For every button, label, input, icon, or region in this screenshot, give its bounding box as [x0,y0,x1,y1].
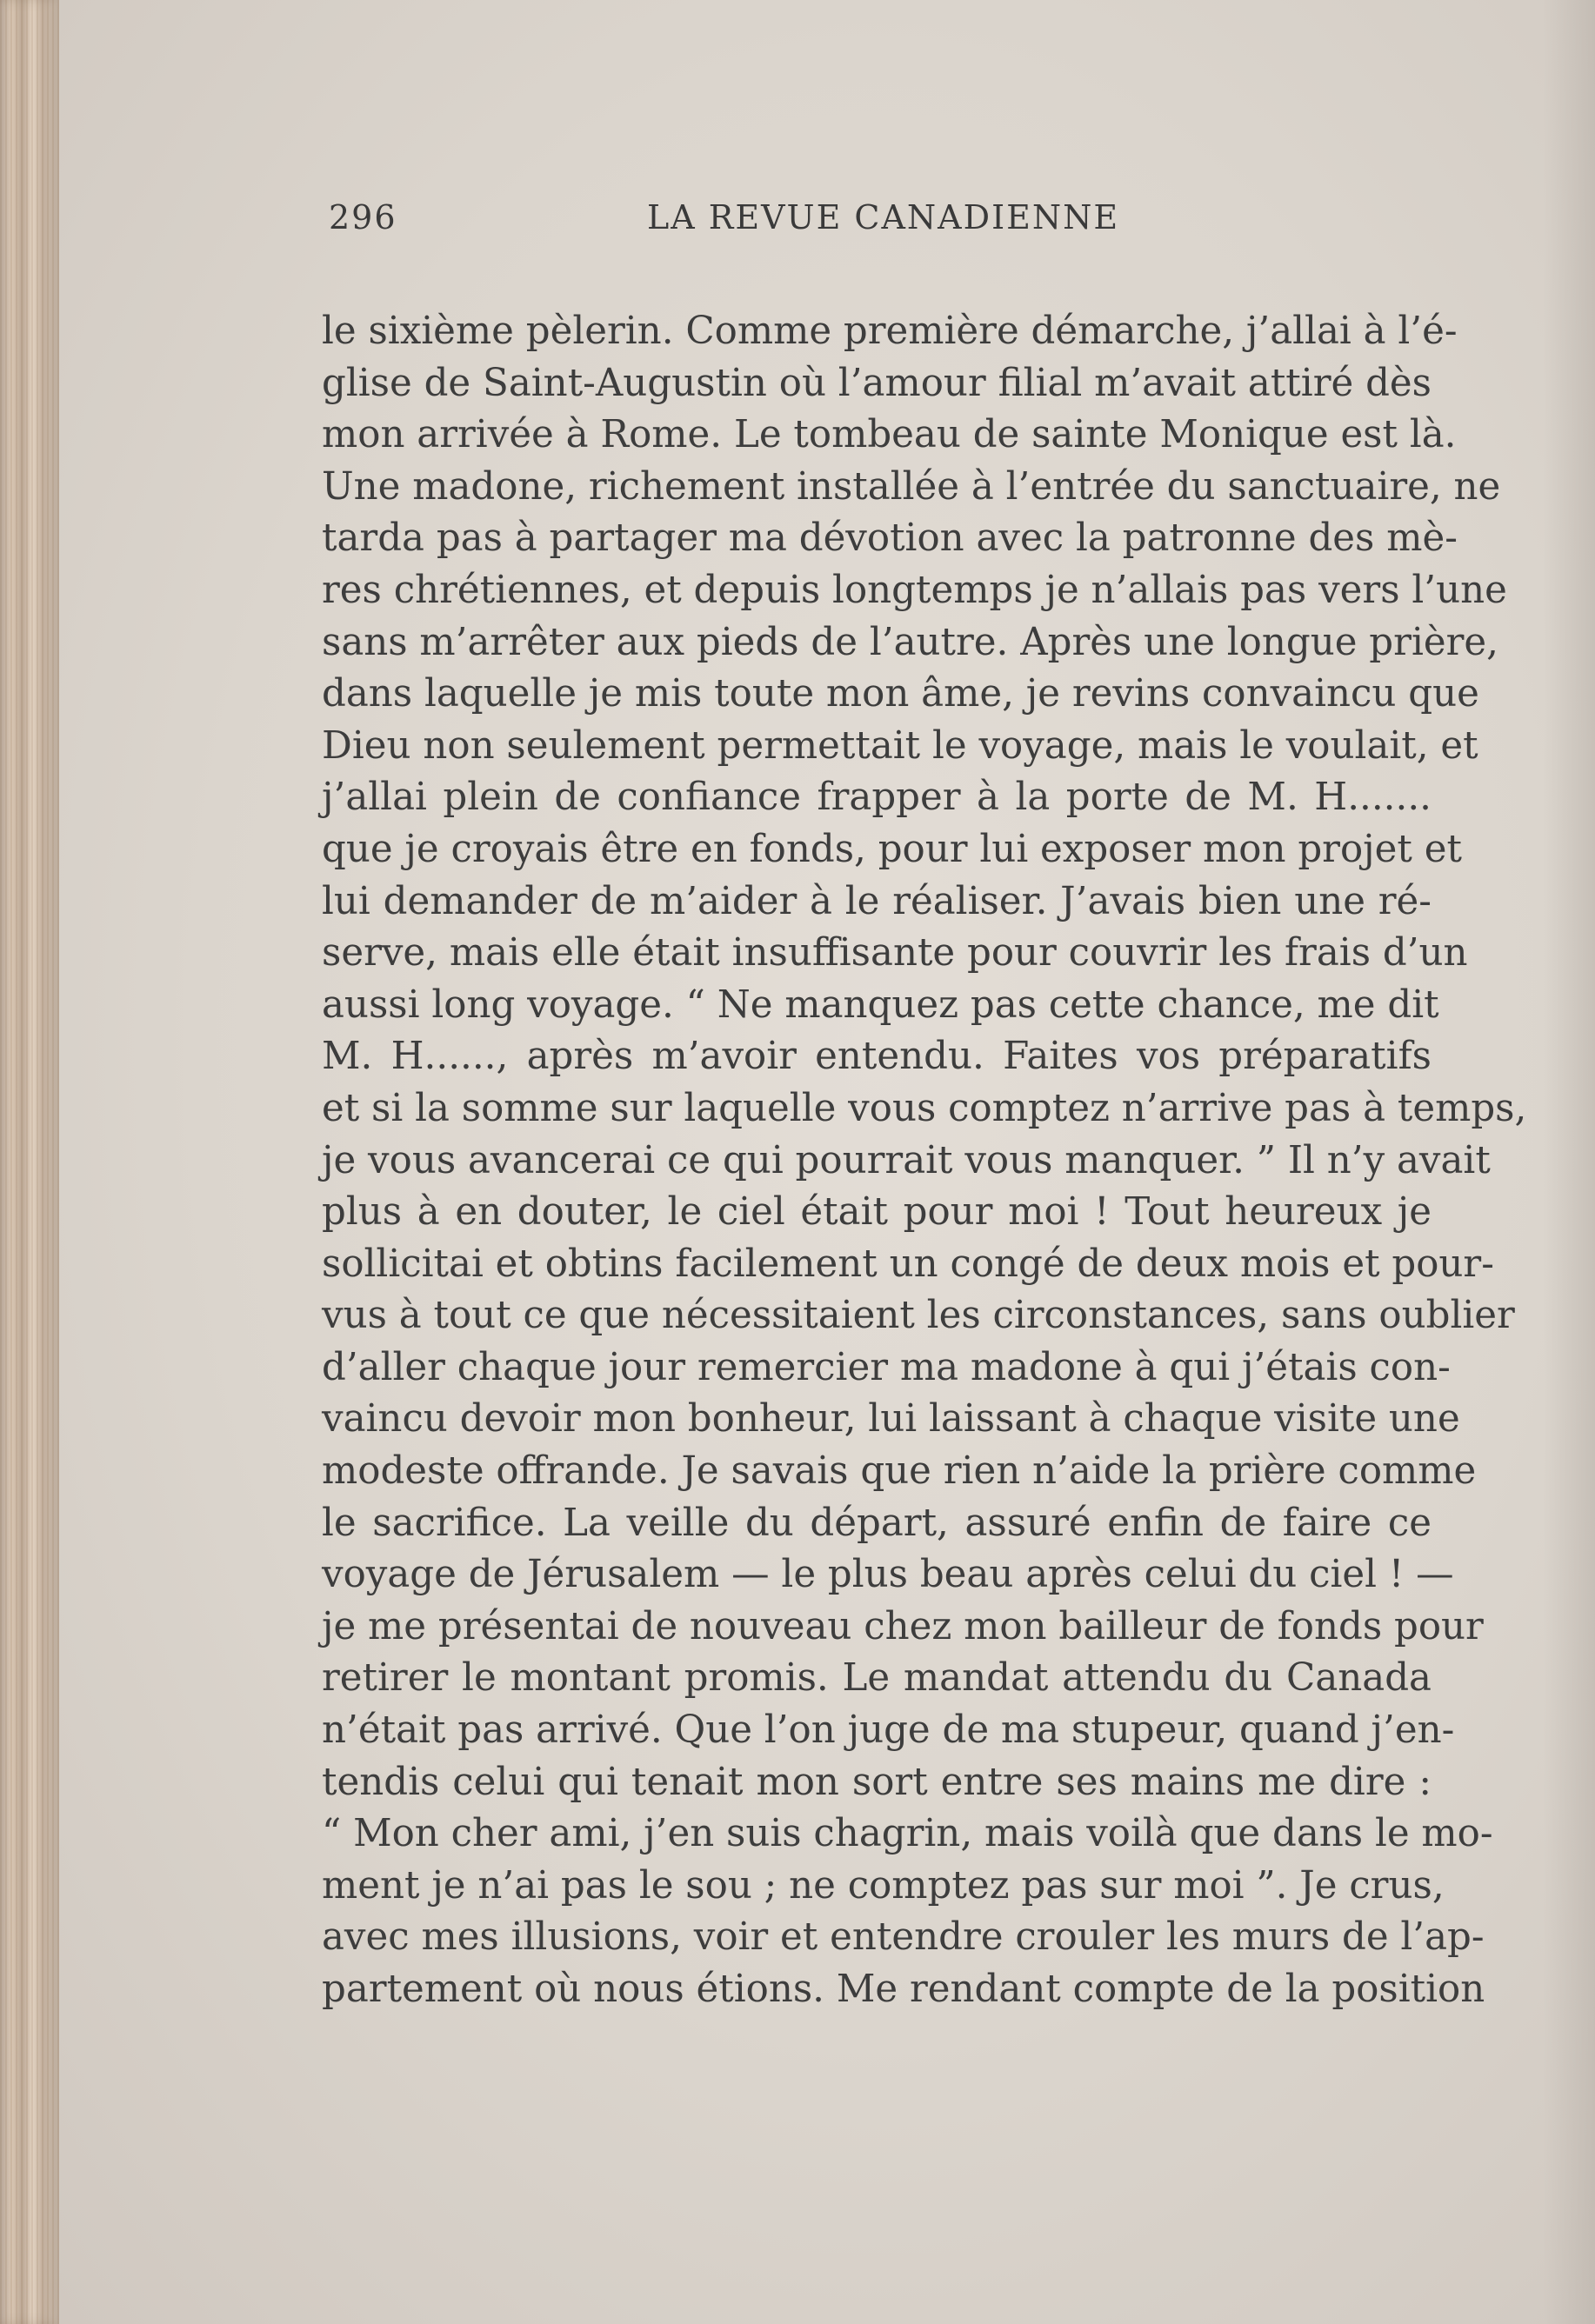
text-line: j’allai plein de confiance frapper à la porte de M. H....... [322,776,1431,820]
text-line: avec mes illusions, voir et entendre crouler les murs de l’ap- [322,1915,1485,1960]
text-line: sollicitai et obtins facilement un congé de deux mois et pour- [322,1242,1494,1286]
text-line: glise de Saint-Augustin où l’amour filial m’avait attiré dès [322,361,1431,405]
running-title: LA REVUE CANADIENNE [647,198,1120,236]
page-number: 296 [329,198,397,236]
text-line: dans laquelle je mis toute mon âme, je revins convaincu que [322,672,1479,716]
text-line: sans m’arrêter aux pieds de l’autre. Après une longue prière, [322,620,1498,664]
text-line: aussi long voyage. “ Ne manquez pas cette chance, me dit [322,982,1439,1027]
text-line: tendis celui qui tenait mon sort entre ses mains me dire : [322,1760,1431,1804]
text-line: modeste offrande. Je savais que rien n’aide la prière comme [322,1449,1477,1494]
text-line: je vous avancerai ce qui pourrait vous manquer. ” Il n’y avait [322,1138,1491,1182]
text-line: d’aller chaque jour remercier ma madone à qui j’étais con- [322,1345,1451,1389]
text-line: vus à tout ce que nécessitaient les circonstances, sans oublier [322,1294,1515,1338]
text-line: Une madone, richement installée à l’entrée du sanctuaire, ne [322,464,1501,509]
text-line: tarda pas à partager ma dévotion avec la patronne des mè- [322,516,1458,561]
text-line: lui demander de m’aider à le réaliser. J’avais bien une ré- [322,879,1431,923]
text-line: Dieu non seulement permettait le voyage, mais le voulait, et [322,723,1478,768]
text-line: plus à en douter, le ciel était pour moi ! Tout heureux je [322,1190,1431,1235]
text-line: mon arrivée à Rome. Le tombeau de sainte Monique est là. [322,413,1457,457]
text-line: M. H......, après m’avoir entendu. Faites vos préparatifs [322,1035,1431,1079]
text-line: voyage de Jérusalem — le plus beau après celui du ciel ! — [322,1553,1454,1597]
book-spine-edge [0,0,59,2324]
text-line: “ Mon cher ami, j’en suis chagrin, mais voilà que dans le mo- [322,1812,1493,1856]
page-edge-shadow [1543,0,1595,2324]
text-line: ment je n’ai pas le sou ; ne comptez pas sur moi ”. Je crus, [322,1863,1445,1908]
body-text [322,306,1527,2016]
page-header [329,198,1138,250]
text-line: n’était pas arrivé. Que l’on juge de ma stupeur, quand j’en- [322,1708,1455,1753]
text-line: partement où nous étions. Me rendant compte de la position [322,1968,1485,2011]
text-line: et si la somme sur laquelle vous comptez n’arrive pas à temps, [322,1086,1527,1130]
text-line: retirer le montant promis. Le mandat attendu du Canada [322,1656,1431,1701]
text-line: le sixième pèlerin. Comme première démarche, j’allai à l’é- [322,310,1458,353]
text-line: que je croyais être en fonds, pour lui exposer mon projet et [322,827,1462,871]
text-line: le sacrifice. La veille du départ, assuré enfin de faire ce [322,1501,1431,1545]
text-line: res chrétiennes, et depuis longtemps je n’allais pas vers l’une [322,568,1507,612]
text-line: serve, mais elle était insuffisante pour couvrir les frais d’un [322,931,1468,976]
text-line: je me présentai de nouveau chez mon bailleur de fonds pour [322,1604,1484,1648]
text-line: vaincu devoir mon bonheur, lui laissant à chaque visite une [322,1397,1460,1442]
